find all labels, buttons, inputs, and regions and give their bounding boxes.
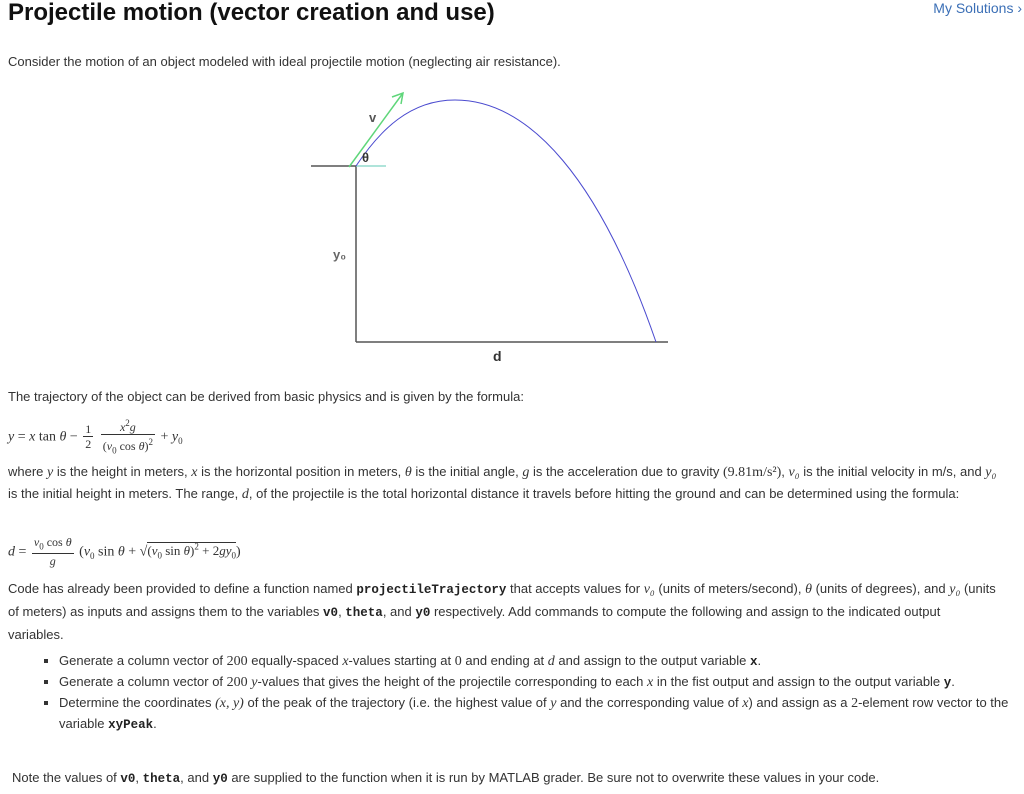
angle-label: θ — [362, 150, 370, 165]
velocity-label: v — [369, 110, 377, 125]
trajectory-intro: The trajectory of the object can be derived from basic physics and is given by the formula: — [8, 389, 524, 404]
range-label: d — [493, 348, 502, 364]
function-name: projectileTrajectory — [356, 583, 507, 597]
intro-paragraph: Consider the motion of an object modeled with ideal projectile motion (neglecting air resistance). — [8, 54, 561, 69]
my-solutions-link[interactable]: My Solutions › — [933, 0, 1022, 16]
list-item: ▪ Determine the coordinates (x, y) of the peak of the trajectory (i.e. the highest value of y and the corresponding value of x) and assign as a 2-element row vector to the variable xyPeak. — [59, 693, 1009, 735]
trajectory-curve — [356, 100, 656, 342]
list-item: ▪ Generate a column vector of 200 y-values that gives the height of the projectile corresponding to each x in the fist output and assign to the output variable y. — [59, 672, 1009, 693]
code-paragraph: Code has already been provided to define a function named projectileTrajectory that accepts values for v₀ (units of meters/second), θ (units of degrees), and y₀ (units of meters) as inputs and assigns them to the variables v0, theta, and y0 respectively. Add commands to compute the following and assign to the indicated output variables. — [8, 581, 996, 642]
trajectory-formula: y = x tan θ − $\frac{1}{2}$ $\frac{x^2g}{(v_0 \cos \theta)^2}$ + $y_0$ — [8, 418, 183, 456]
list-item: ▪ Generate a column vector of 200 equally-spaced x-values starting at 0 and ending at d and assign to the output variable x. — [59, 651, 1009, 672]
velocity-arrow — [349, 93, 403, 167]
note-paragraph: Note the values of v0, theta, and y0 are supplied to the function when it is run by MATLAB grader. Be sure not to overwrite these values in your code. — [12, 770, 880, 786]
range-formula: d = $\frac{v_0 \cos \theta}{g}$ ($v_0$ $\sin \theta + √(v_0$ $\sin \theta)^2 + 2gy_0$) — [8, 535, 241, 569]
initial-height-label: y₀ — [333, 247, 347, 262]
task-list — [42, 651, 1009, 735]
projectile-figure — [300, 85, 680, 364]
page-title: Projectile motion (vector creation and use) — [8, 0, 495, 26]
variables-paragraph: where y is the height in meters, x is the horizontal position in meters, θ is the initial angle, g is the acceleration due to gravity (9.81m/s²), v₀ is the initial velocity in m/s, and y₀ is the initial height in meters. The range, d, of the projectile is the total horizontal distance it travels before hitting the ground and can be determined using the formula: — [8, 464, 997, 502]
